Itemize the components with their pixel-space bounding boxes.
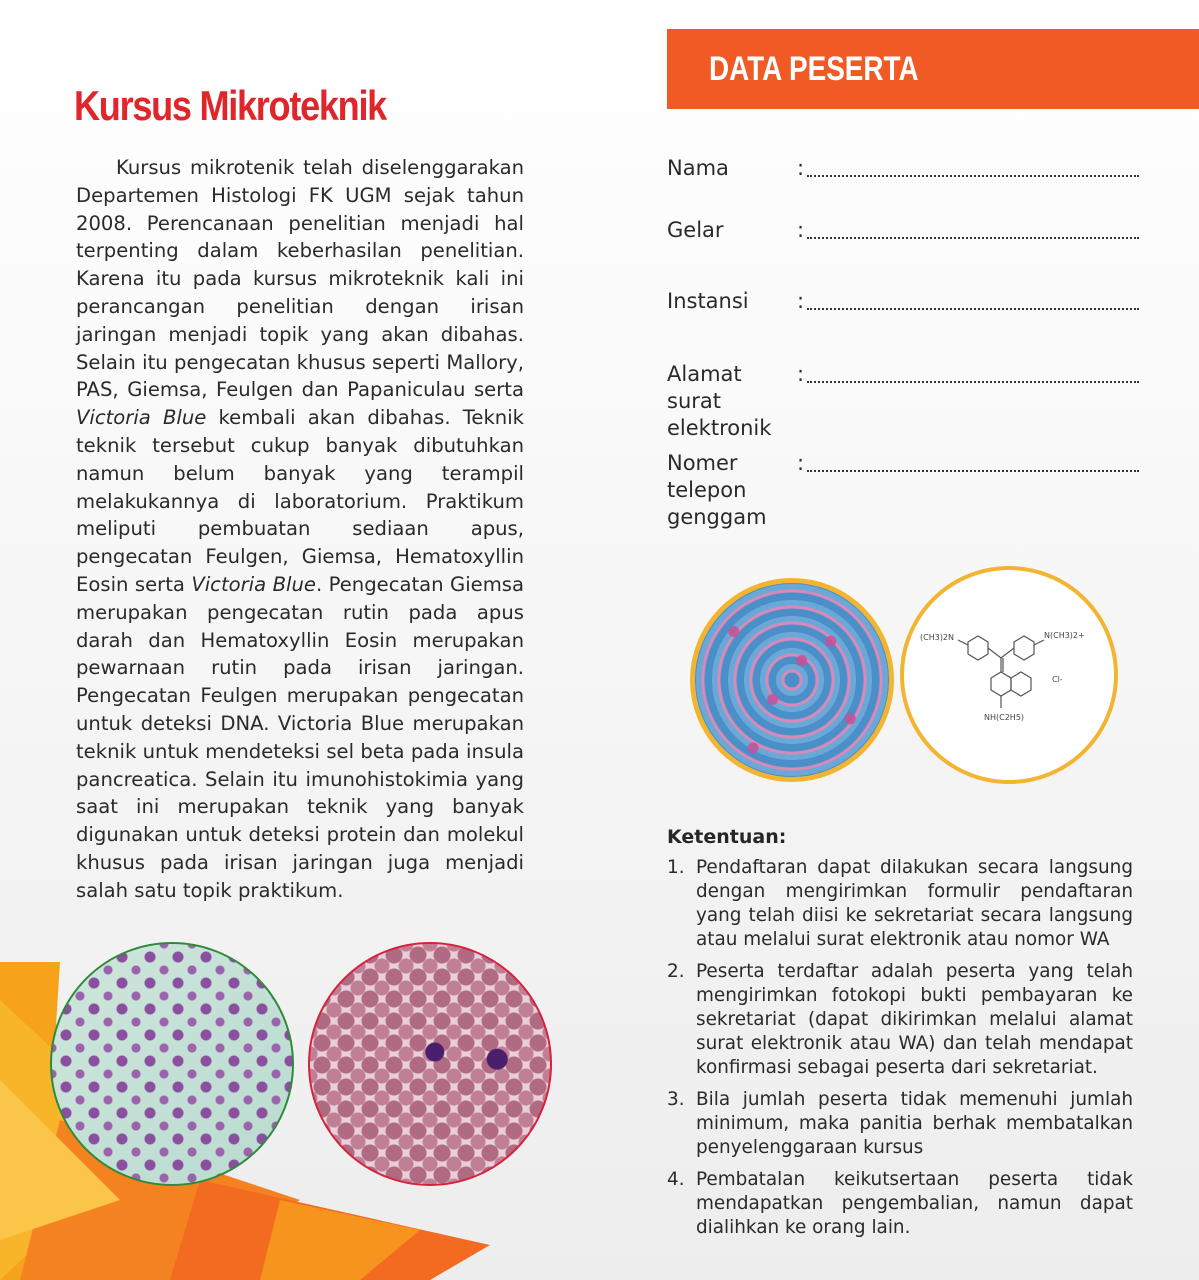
field-label: Instansi bbox=[667, 289, 749, 313]
list-number: 4. bbox=[667, 1169, 685, 1190]
field-label: Alamat surat elektronik bbox=[667, 362, 772, 440]
list-text: Pendaftaran dapat dilakukan secara langsung dengan mengirimkan formulir pendaftaran yang telah diisi ke sekretariat secara langsung atau melalui surat elektronik atau nomor WA bbox=[696, 857, 1133, 950]
micrograph-blood-smear bbox=[308, 942, 552, 1186]
intro-text-3: . Pengecatan Giemsa merupakan pengecatan rutin pada apus darah dan Hematoxyllin Eosin merupakan pewarnaan rutin pada irisan jaringan. Pengecatan Feulgen merupakan pengecatan untuk deteksi DNA. Victoria Blue merupakan teknik untuk mendeteksi sel beta pada insula pancreatica. Selain itu imunohistokimia yang saat ini merupakan teknik yang banyak digunakan untuk deteksi protein dan molekul khusus pada irisan jaringan juga menjadi salah satu topik praktikum. bbox=[76, 572, 525, 902]
field-instansi bbox=[667, 288, 1139, 318]
field-nama bbox=[667, 155, 1139, 185]
field-fill-line[interactable] bbox=[807, 175, 1139, 177]
chemical-structure-icon bbox=[904, 570, 1114, 780]
intro-italic-2: Victoria Blue bbox=[191, 572, 316, 596]
list-number: 1. bbox=[667, 857, 685, 878]
field-fill-line[interactable] bbox=[807, 470, 1139, 472]
field-nomer-telepon bbox=[667, 450, 1139, 532]
formula-anion: Cl- bbox=[1052, 675, 1063, 684]
ketentuan-list bbox=[667, 856, 1133, 1248]
field-fill-line[interactable] bbox=[807, 308, 1139, 310]
intro-text-2: kembali akan dibahas. Teknik teknik tersebut cukup banyak dibutuhkan namun belum banyak yang terampil melakukannya di laboratorium. Praktikum meliputi pembuatan sediaan apus, pengecatan Feulgen, Giemsa, Hematoxyllin Eosin serta bbox=[76, 406, 524, 596]
field-label: Nomer telepon genggam bbox=[667, 451, 767, 529]
field-colon: : bbox=[797, 289, 805, 313]
field-fill-line[interactable] bbox=[807, 237, 1139, 239]
field-colon: : bbox=[797, 156, 805, 180]
intro-paragraph bbox=[76, 154, 524, 905]
field-gelar bbox=[667, 217, 1139, 247]
list-number: 3. bbox=[667, 1089, 685, 1110]
field-fill-line[interactable] bbox=[807, 381, 1139, 383]
intro-text-1: Kursus mikrotenik telah diselenggarakan Departemen Histologi FK UGM sejak tahun 2008. Perencanaan penelitian menjadi hal terpenting dalam keberhasilan penelitian. Karena itu pada kursus mikroteknik kali ini perancangan penelitian dengan irisan jaringan menjadi topik yang akan dibahas. Selain itu pengecatan khusus seperti Mallory, PAS, Giemsa, Feulgen dan Papaniculau serta bbox=[76, 156, 524, 402]
list-item bbox=[667, 1088, 1133, 1160]
field-colon: : bbox=[797, 218, 805, 242]
list-number: 2. bbox=[667, 961, 685, 982]
list-item bbox=[667, 960, 1133, 1080]
list-item bbox=[667, 856, 1133, 952]
field-colon: : bbox=[797, 362, 805, 386]
intro-italic-1: Victoria Blue bbox=[76, 406, 207, 430]
list-text: Pembatalan keikutsertaan peserta tidak mendapatkan pengembalian, namun dapat dialihkan ke orang lain. bbox=[696, 1169, 1133, 1238]
list-item bbox=[667, 1168, 1133, 1240]
formula-left-group: (CH3)2N bbox=[920, 633, 955, 642]
list-text: Bila jumlah peserta tidak memenuhi jumlah minimum, maka panitia berhak membatalkan penyelenggaraan kursus bbox=[696, 1089, 1133, 1158]
formula-right-group: N(CH3)2+ bbox=[1044, 631, 1085, 640]
field-alamat-surat-elektronik bbox=[667, 361, 1139, 443]
field-colon: : bbox=[797, 451, 805, 475]
field-label: Nama bbox=[667, 156, 729, 180]
ketentuan-heading: Ketentuan: bbox=[667, 826, 787, 848]
formula-bottom-group: NH(C2H5) bbox=[984, 713, 1025, 722]
micrograph-pancreas-tissue bbox=[690, 578, 894, 782]
victoria-blue-formula bbox=[900, 566, 1118, 784]
page-title: Kursus Mikroteknik bbox=[74, 82, 386, 129]
list-text: Peserta terdaftar adalah peserta yang telah mengirimkan fotokopi bukti pembayaran ke sekretariat (dapat dikirimkan melalui alamat surat elektronik atau WA) dan telah mendapat konfirmasi sebagai peserta dari sekretariat. bbox=[696, 961, 1133, 1078]
data-peserta-banner bbox=[667, 29, 1199, 109]
banner-title: DATA PESERTA bbox=[709, 49, 919, 88]
field-label: Gelar bbox=[667, 218, 724, 242]
micrograph-cells-green bbox=[50, 942, 294, 1186]
